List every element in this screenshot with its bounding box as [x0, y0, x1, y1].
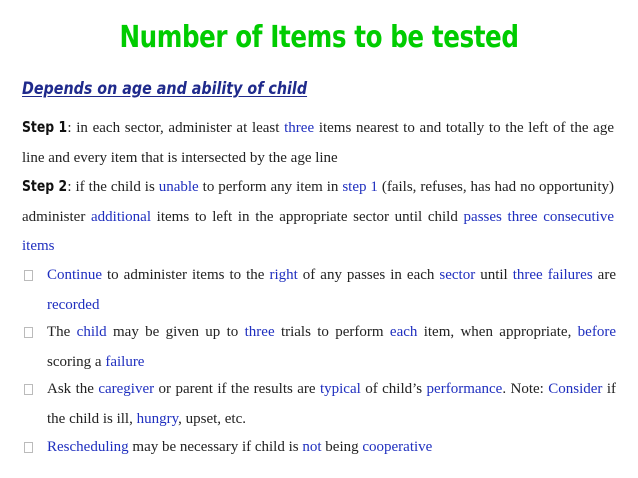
bullet-text-run: if the child is ill, [47, 381, 616, 427]
step-2-label: Step 2 [22, 177, 68, 195]
bullet-text-run: or parent if the results are [154, 381, 320, 397]
bullet-text-run: are [592, 267, 616, 283]
bullet-text-run: may be necessary if child is [128, 439, 303, 455]
bullet-highlight: recorded [47, 296, 100, 313]
step-2-text: items to left in the appropriate sector until child [151, 208, 464, 225]
step-2-text: (fails, refuses, has had no opportunity) administer [22, 179, 614, 225]
bullet-text-run: Ask the [47, 381, 99, 397]
step-2-highlight: step 1 [342, 179, 378, 195]
bullet-highlight: three [244, 324, 275, 340]
bullet-highlight: Rescheduling [47, 439, 129, 455]
bullet-highlight: performance [426, 381, 503, 397]
bullet-item [22, 375, 616, 434]
bullet-item [22, 318, 616, 377]
bullet-text-run: of any passes in each [297, 267, 440, 283]
step-2-paragraph [22, 172, 614, 262]
bullet-text-run: to administer items to the [102, 267, 270, 283]
bullet-box-icon [24, 442, 33, 453]
bullet-text-run: . Note: [502, 381, 549, 397]
bullet-highlight: not [302, 439, 322, 455]
bullet-highlight: three failures [512, 267, 593, 283]
step-2-highlight: passes three consecutive items [22, 208, 614, 254]
bullet-text-run: until [475, 267, 513, 283]
bullet-text [47, 433, 616, 463]
step-2-text: to perform any item in [198, 179, 343, 195]
bullet-text-run: , upset, etc. [178, 410, 247, 427]
bullet-highlight: cooperative [362, 439, 433, 455]
bullet-highlight: Consider [548, 381, 603, 397]
page-title: Number of Items to be tested [119, 20, 519, 55]
bullet-text-run: of child’s [360, 381, 427, 397]
bullet-text-run: The [47, 324, 77, 340]
bullet-item [22, 261, 616, 320]
bullet-highlight: sector [439, 267, 476, 283]
step-2-text: : if the child is [67, 179, 159, 195]
bullet-item [22, 433, 616, 463]
step-2-highlight: additional [91, 208, 151, 225]
bullet-text-run: scoring a [47, 353, 106, 370]
bullet-box-icon [24, 384, 33, 395]
bullet-highlight: before [577, 324, 616, 340]
bullet-text [47, 375, 616, 434]
bullet-highlight: hungry [136, 410, 179, 427]
bullet-box-icon [24, 327, 33, 338]
bullet-highlight: Continue [47, 267, 102, 283]
step-1-highlight: three [284, 120, 315, 136]
step-2-highlight: unable [158, 179, 199, 195]
bullet-highlight: typical [319, 381, 361, 397]
bullet-text [47, 318, 616, 377]
bullet-box-icon [24, 270, 33, 281]
bullet-text [47, 261, 616, 320]
bullet-highlight: each [389, 324, 418, 340]
step-1-label: Step 1 [22, 118, 68, 136]
bullet-highlight: caregiver [98, 381, 155, 397]
bullet-highlight: right [269, 267, 298, 283]
bullet-text-run: may be given up to [106, 324, 245, 340]
step-1-text: items nearest to and totally to the left of the age line and every item that is intersected by the age line [22, 120, 614, 166]
page-subtitle: Depends on age and ability of child [22, 79, 308, 99]
bullet-highlight: child [76, 324, 107, 340]
step-1-text: : in each sector, administer at least [67, 120, 285, 136]
bullet-text-run: trials to perform [274, 324, 390, 340]
step-1-paragraph [22, 113, 614, 173]
bullet-text-run: item, when appropriate, [417, 324, 578, 340]
bullet-highlight: failure [105, 353, 145, 370]
bullet-text-run: being [321, 439, 363, 455]
